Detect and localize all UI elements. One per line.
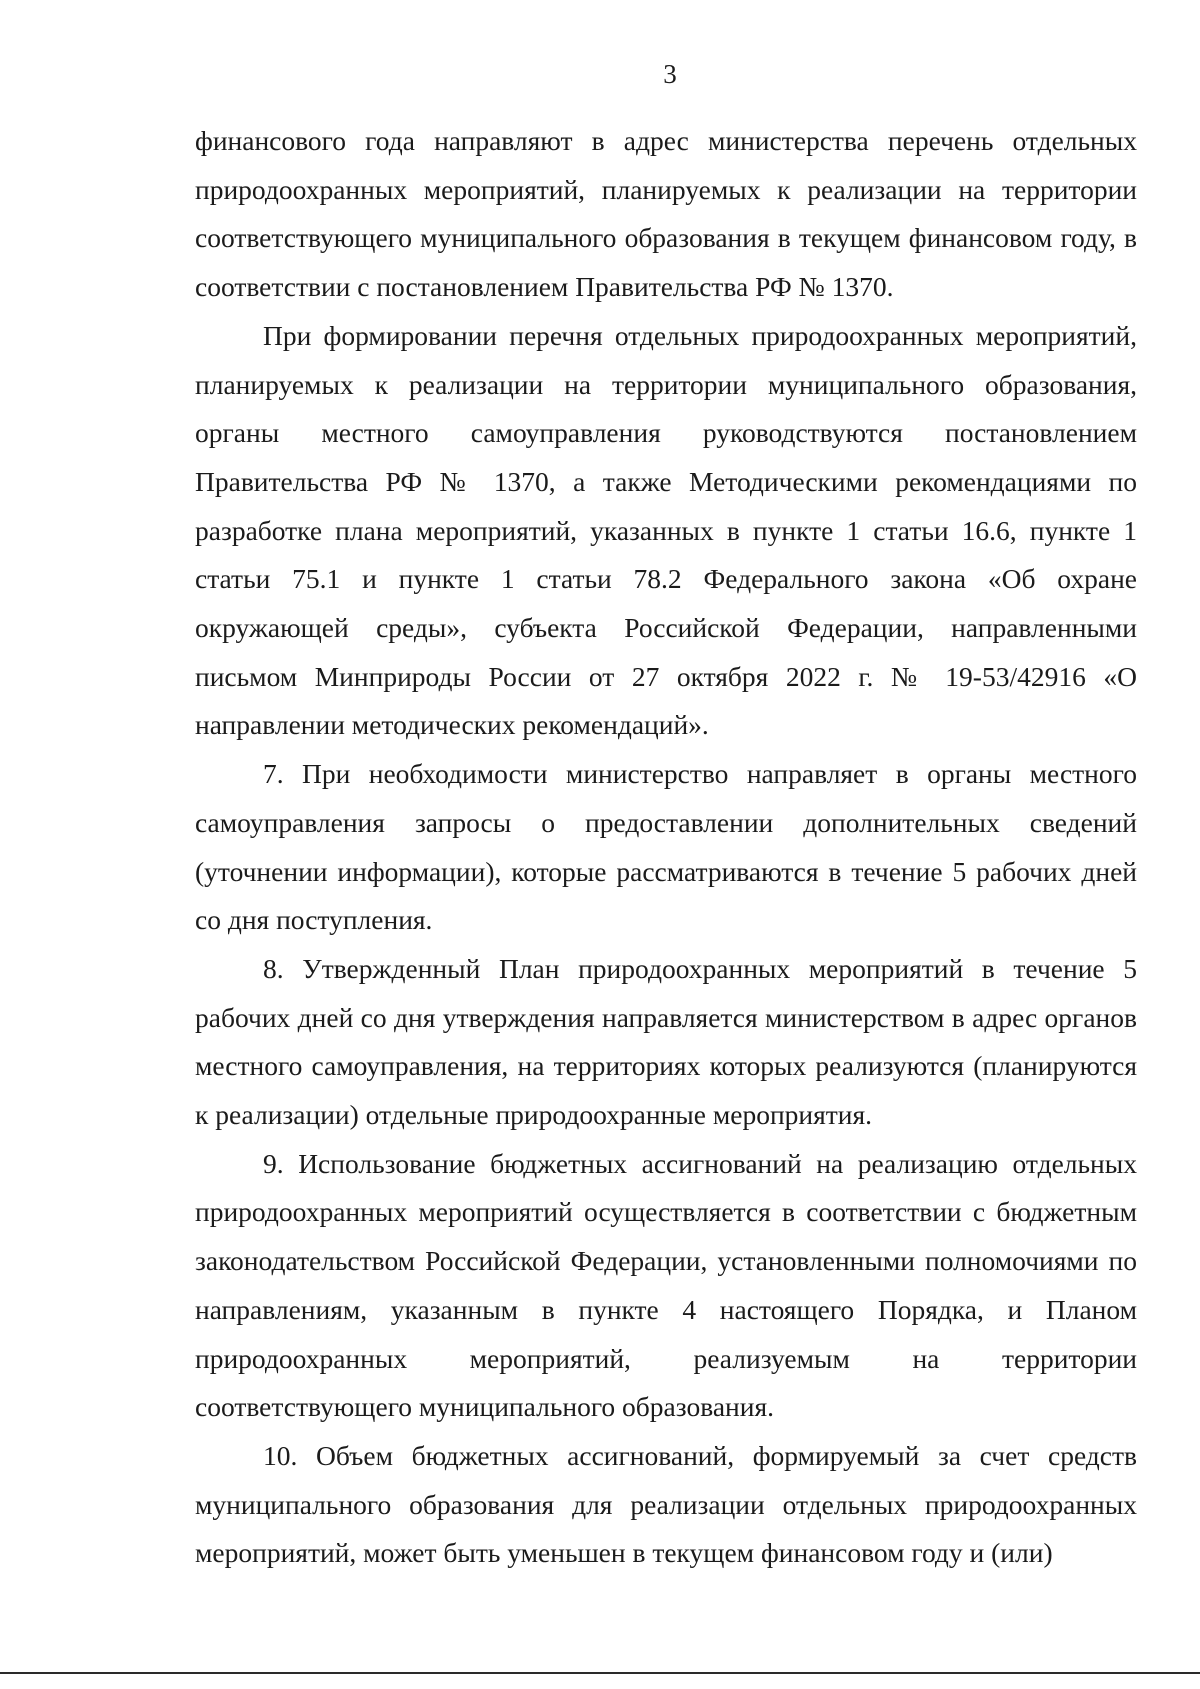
page-number: 3 — [663, 59, 677, 89]
paragraph-continuation: финансового года направляют в адрес министерства перечень отдельных природоохранных мероприятий, планируемых к реализации на территории соответствующего муниципального образования в текущем финансовом году, в соответствии с постановлением Правительства РФ № 1370. — [195, 125, 1137, 303]
bottom-edge-line — [0, 1672, 1200, 1674]
document-body — [195, 117, 1137, 1578]
paragraph-item-8: 8. Утвержденный План природоохранных мероприятий в течение 5 рабочих дней со дня утверждения направляется министерством в адрес органов местного самоуправления, на территориях которых реализуются (планируются к реализации) отдельные природоохранные мероприятия. — [195, 952, 1137, 1131]
paragraph-item-7: 7. При необходимости министерство направляет в органы местного самоуправления запросы о предоставлении дополнительных сведений (уточнении информации), которые рассматриваются в течение 5 рабочих дней со дня поступления. — [195, 758, 1137, 936]
paragraph-perechen: При формировании перечня отдельных природоохранных мероприятий, планируемых к реализации на территории муниципального образования, органы местного самоуправления руководствуются постановлением Правительства РФ № 1370, а также Методическими рекомендациями по разработке плана мероприятий, указанных в пункте 1 статьи 16.6, пункте 1 статьи 75.1 и пункте 1 статьи 78.2 Федерального закона «Об охране окружающей среды», субъекта Российской Федерации, направленными письмом Минприроды России от 27 октября 2022 г. № 19-53/42916 «О направлении методических рекомендаций». — [195, 319, 1137, 741]
paragraph-item-10: 10. Объем бюджетных ассигнований, формируемый за счет средств муниципального образования для реализации отдельных природоохранных мероприятий, может быть уменьшен в текущем финансовом году и (или) — [195, 1439, 1137, 1569]
paragraph-item-9: 9. Использование бюджетных ассигнований на реализацию отдельных природоохранных мероприятий осуществляется в соответствии с бюджетным законодательством Российской Федерации, установленными полномочиями по направлениям, указанным в пункте 4 настоящего Порядка, и Планом природоохранных мероприятий, реализуемым на территории соответствующего муниципального образования. — [195, 1147, 1137, 1423]
